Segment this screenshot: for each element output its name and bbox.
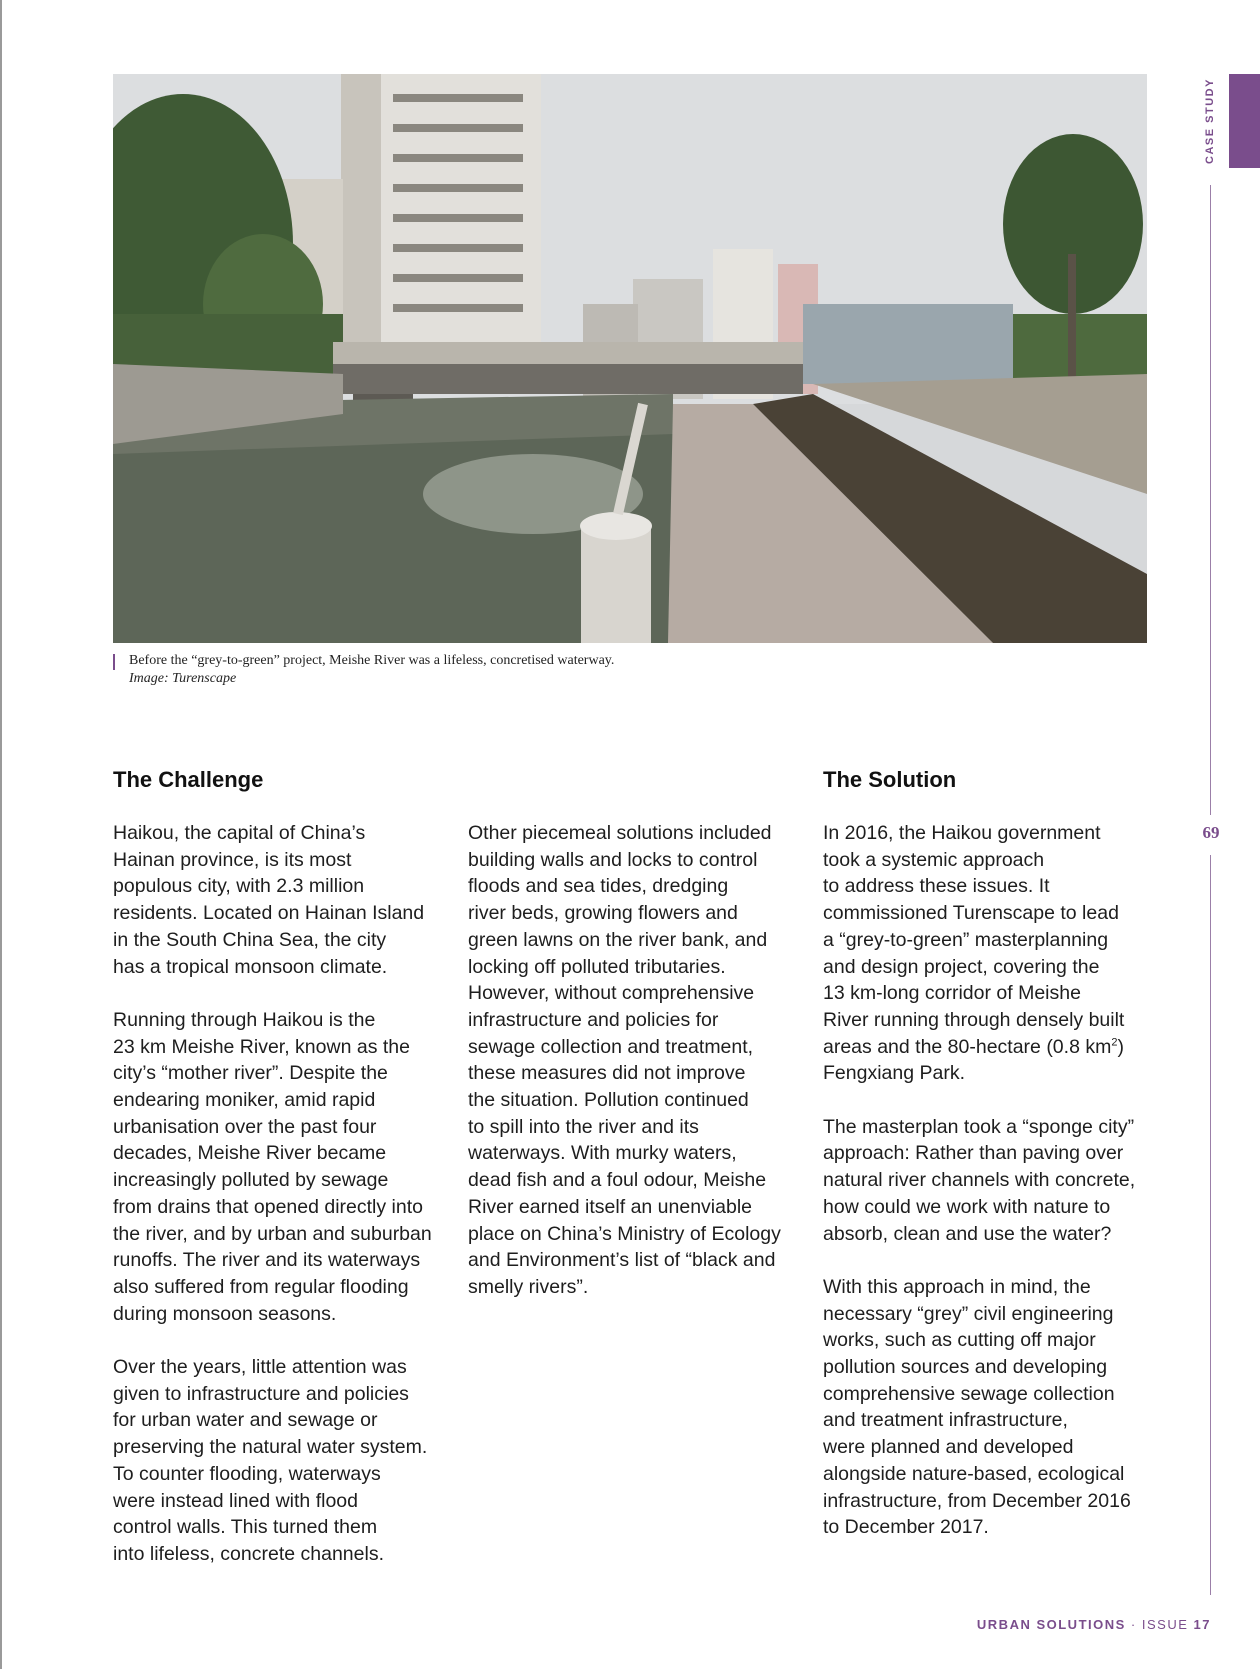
section-label-text: CASE STUDY bbox=[1204, 78, 1216, 164]
body-paragraph: Over the years, little attention was given to infrastructure and policies for urban water and sewage or preserving the natural water system. To counter flooding, waterways were instead lined with flood control walls. This turned them into lifeless, concrete channels. bbox=[113, 1356, 428, 1565]
section-tab bbox=[1229, 74, 1260, 168]
margin-rule-bottom bbox=[1210, 855, 1211, 1595]
page-edge-line bbox=[0, 0, 2, 1669]
page-number: 69 bbox=[1202, 823, 1220, 842]
section-label bbox=[1195, 74, 1225, 168]
body-paragraph bbox=[823, 820, 1163, 1087]
footer-issue-label: ISSUE bbox=[1141, 1617, 1189, 1632]
body-paragraph: The masterplan took a “sponge city” approach: Rather than paving over natural river channels with concrete, how could we work with nature to absorb, clean and use the water? bbox=[823, 1115, 1136, 1245]
body-paragraph: Running through Haikou is the 23 km Meishe River, known as the city’s “mother river”. Despite the endearing moniker, amid rapid urbanisation over the past four decades, Meishe River became increasingly polluted by sewage from drains that opened directly into the river, and by urban and suburban runoffs. The river and its waterways also suffered from regular flooding during monsoon seasons. bbox=[113, 1008, 432, 1325]
challenge-column-2 bbox=[468, 820, 808, 1327]
body-paragraph: Other piecemeal solutions included building walls and locks to control floods and sea tides, dredging river beds, growing flowers and green lawns on the river bank, and locking off polluted tributaries. However, without comprehensive infrastructure and policies for sewage collection and treatment, these measures did not improve the situation. Pollution continued to spill into the river and its waterways. With murky waters, dead fish and a foul odour, Meishe River earned itself an unenviable place on China’s Ministry of Ecology and Environment’s list of “black and smelly rivers”. bbox=[468, 822, 781, 1298]
challenge-heading: The Challenge bbox=[113, 767, 264, 792]
body-paragraph: With this approach in mind, the necessary “grey” civil engineering works, such as cutting off major pollution sources and developing comprehensive sewage collection and treatment infrastructure, were planned and developed alongside nature-based, ecological infrastructure, from December 2016 to December 2017. bbox=[823, 1275, 1131, 1539]
river-photo-image bbox=[113, 74, 1147, 643]
superscript-2: 2 bbox=[1111, 1036, 1118, 1049]
challenge-column-1 bbox=[113, 820, 453, 1594]
solution-p1-text: In 2016, the Haikou government took a systemic approach to address these issues. It commissioned Turenscape to lead a “grey-to-green” masterplanning and design project, covering the 13 km-long corridor of Meishe River running through densely built areas and the 80-hectare (0.8 km bbox=[823, 822, 1125, 1058]
footer bbox=[977, 1617, 1211, 1632]
solution-column bbox=[823, 820, 1163, 1568]
caption-credit: Image: Turenscape bbox=[129, 671, 237, 686]
footer-issue-number: 17 bbox=[1193, 1617, 1211, 1632]
solution-heading: The Solution bbox=[823, 767, 957, 792]
margin-rule-top bbox=[1210, 185, 1211, 815]
solution-p1-text-end: ) Fengxiang Park. bbox=[823, 1035, 1124, 1085]
footer-publication: URBAN SOLUTIONS bbox=[976, 1617, 1126, 1632]
footer-separator: · bbox=[1130, 1617, 1137, 1632]
caption-accent-bar bbox=[113, 654, 115, 670]
photo-caption bbox=[113, 652, 1029, 688]
caption-text: Before the “grey-to-green” project, Meishe River was a lifeless, concretised waterway. bbox=[129, 653, 615, 668]
body-paragraph: Haikou, the capital of China’s Hainan province, is its most populous city, with 2.3 million residents. Located on Hainan Island in the South China Sea, the city has a tropical monsoon climate. bbox=[113, 822, 425, 978]
river-photo bbox=[113, 74, 1147, 643]
